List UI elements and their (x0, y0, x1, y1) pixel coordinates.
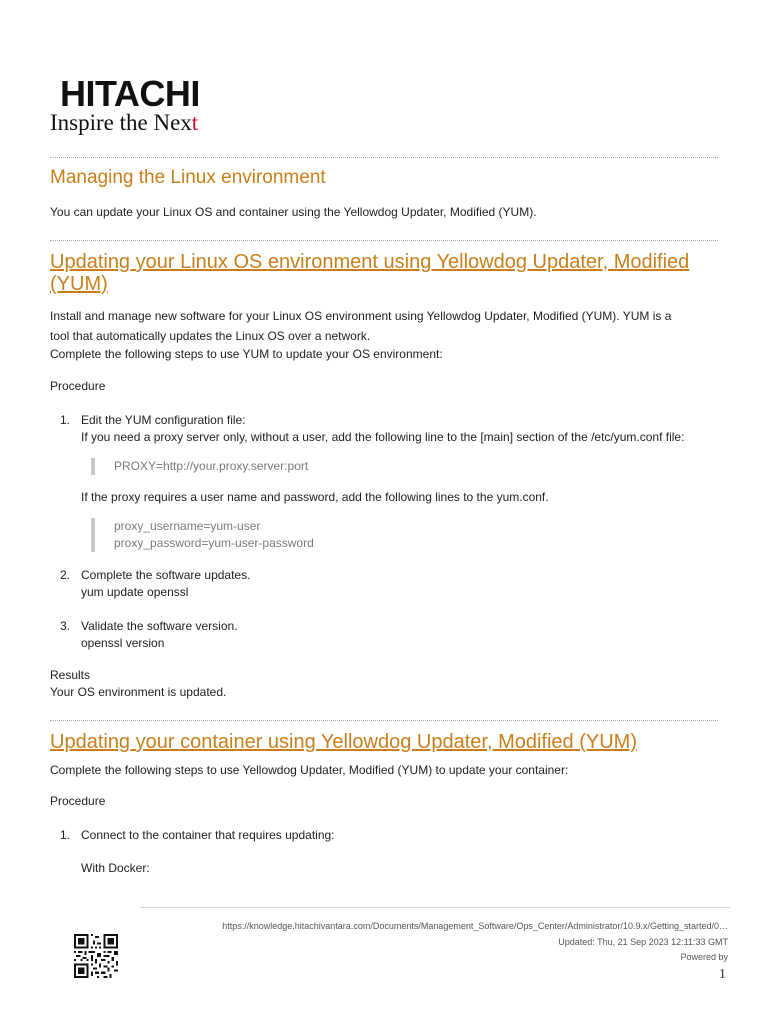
footer-divider (140, 907, 730, 908)
paragraph-line: tool that automatically updates the Linux OS over a network. (50, 329, 371, 343)
footer-updated: Updated: Thu, 21 Sep 2023 12:11:33 GMT (558, 937, 728, 947)
tagline-text: Inspire the Nex (50, 110, 192, 135)
section-intro: Complete the following steps to use Yellowdog Updater, Modified (YUM) to update your container: (50, 763, 569, 777)
results-label: Results (50, 668, 91, 682)
step-text: If you need a proxy server only, without a user, add the following line to the [main] section of the /etc/yum.conf file: (81, 430, 685, 444)
step-command: yum update openssl (81, 585, 189, 599)
step-number: 3. (60, 619, 71, 633)
divider (50, 240, 718, 241)
code-line: proxy_username=yum-user (114, 519, 261, 533)
code-block (91, 458, 308, 475)
section-title-link-continued[interactable]: (YUM) (50, 273, 108, 295)
step-text: If the proxy requires a user name and password, add the following lines to the yum.conf. (81, 490, 549, 504)
code-block (91, 518, 314, 552)
qr-code-icon (74, 934, 118, 978)
step-command: openssl version (81, 636, 165, 650)
section-title-link[interactable]: Updating your container using Yellowdog Updater, Modified (YUM) (50, 731, 638, 753)
section-title: Managing the Linux environment (50, 167, 326, 188)
section-intro: You can update your Linux OS and container using the Yellowdog Updater, Modified (YUM). (50, 205, 537, 219)
step-number: 1. (60, 413, 71, 427)
code-line: PROXY=http://your.proxy.server:port (114, 459, 309, 473)
logo-tagline (50, 109, 198, 137)
code-line: proxy_password=yum-user-password (114, 536, 314, 550)
step-number: 1. (60, 828, 71, 842)
paragraph-line: Install and manage new software for your Linux OS environment using Yellowdog Updater, Modified (YUM). YUM is a (50, 309, 672, 323)
step-number: 2. (60, 568, 71, 582)
tagline-accent: t (191, 110, 199, 135)
divider (50, 720, 718, 721)
results-text: Your OS environment is updated. (50, 685, 227, 699)
procedure-label: Procedure (50, 379, 106, 393)
footer-url[interactable]: https://knowledge.hitachivantara.com/Documents/Management_Software/Ops_Center/Administrator/10.9.x/Getting_started/0… (222, 921, 728, 931)
step-text: With Docker: (81, 861, 150, 875)
procedure-label: Procedure (50, 794, 106, 808)
hitachi-wordmark: HITACHI (60, 73, 200, 114)
step-text: Connect to the container that requires updating: (81, 828, 335, 842)
divider (50, 157, 718, 158)
step-text: Edit the YUM configuration file: (81, 413, 246, 427)
footer-powered-by: Powered by (680, 952, 728, 962)
section-title-link[interactable]: Updating your Linux OS environment using Yellowdog Updater, Modified (50, 251, 690, 273)
page-number: 1 (719, 967, 726, 982)
step-text: Validate the software version. (81, 619, 238, 633)
paragraph: Complete the following steps to use YUM to update your OS environment: (50, 347, 443, 361)
step-text: Complete the software updates. (81, 568, 251, 582)
